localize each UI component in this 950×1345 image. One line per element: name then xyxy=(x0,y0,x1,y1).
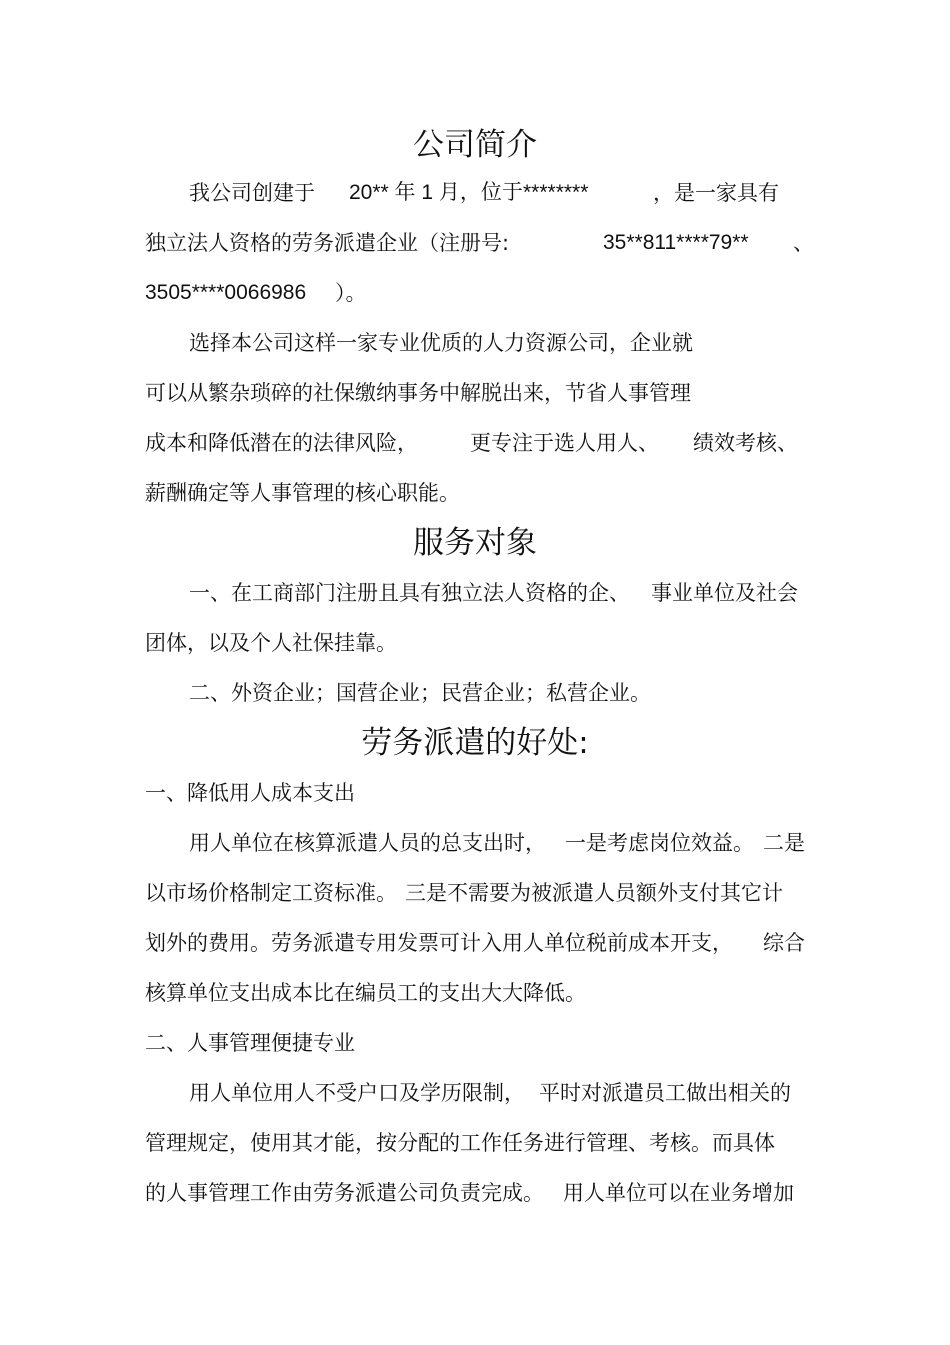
intro-para2-line-2: 可以从繁杂琐碎的社保缴纳事务中解脱出来，节省人事管理 xyxy=(145,381,691,405)
intro-text: 、 xyxy=(793,231,814,255)
intro-text: 我公司创建于 xyxy=(189,181,315,205)
service-item-1-line-2: 团体，以及个人社保挂靠。 xyxy=(145,631,397,655)
benefit-text: 三是不需要为被派遣人员额外支付其它计 xyxy=(405,881,783,905)
benefit-text: 的人事管理工作由劳务派遣公司负责完成。 xyxy=(145,1181,544,1205)
benefit-text: 用人单位用人不受户口及学历限制， xyxy=(189,1081,525,1105)
benefit-text: 综合 xyxy=(763,931,805,955)
intro-text: 独立法人资格的劳务派遣企业（注册号: xyxy=(145,231,510,255)
intro-text: 绩效考核、 xyxy=(693,431,798,455)
benefit-text: 用人单位可以在业务增加 xyxy=(563,1181,794,1205)
heading-company-intro: 公司简介 xyxy=(413,127,537,163)
benefit-text: 平时对派遣员工做出相关的 xyxy=(539,1081,791,1105)
benefit-2-title: 二、人事管理便捷专业 xyxy=(145,1031,355,1055)
benefit-2-line-2: 管理规定，使用其才能，按分配的工作任务进行管理、考核。而具体 xyxy=(145,1131,775,1155)
benefit-text: 用人单位在核算派遣人员的总支出时， xyxy=(189,831,546,855)
intro-text: ）。 xyxy=(335,281,367,305)
benefit-text: 一是考虑岗位效益。 xyxy=(565,831,754,855)
intro-text: 成本和降低潜在的法律风险， xyxy=(145,431,418,455)
benefit-text: 以市场价格制定工资标准。 xyxy=(145,881,397,905)
registration-number-2: 3505****0066986 xyxy=(145,281,307,304)
benefit-text: 二是 xyxy=(763,831,805,855)
service-item-2: 二、外资企业；国营企业；民营企业；私营企业。 xyxy=(189,681,651,705)
intro-location-masked: ******** xyxy=(523,181,589,204)
benefit-1-title: 一、降低用人成本支出 xyxy=(145,781,355,805)
intro-para2-line-1: 选择本公司这样一家专业优质的人力资源公司，企业就 xyxy=(189,331,693,355)
intro-date: 20** 年 1 月，位于 xyxy=(349,181,523,204)
intro-para2-line-4: 薪酬确定等人事管理的核心职能。 xyxy=(145,481,460,505)
service-text: 事业单位及社会 xyxy=(651,581,798,605)
intro-text: 更专注于选人用人、 xyxy=(470,431,659,455)
intro-text: ，是一家具有 xyxy=(653,181,779,205)
heading-dispatch-benefits: 劳务派遣的好处: xyxy=(361,725,589,761)
benefit-text: 划外的费用。劳务派遣专用发票可计入用人单位税前成本开支， xyxy=(145,931,733,955)
benefit-1-line-4: 核算单位支出成本比在编员工的支出大大降低。 xyxy=(145,981,586,1005)
service-text: 一、在工商部门注册且具有独立法人资格的企、 xyxy=(189,581,630,605)
heading-service-targets: 服务对象 xyxy=(413,525,537,561)
registration-number-1: 35**811****79** xyxy=(603,231,749,254)
